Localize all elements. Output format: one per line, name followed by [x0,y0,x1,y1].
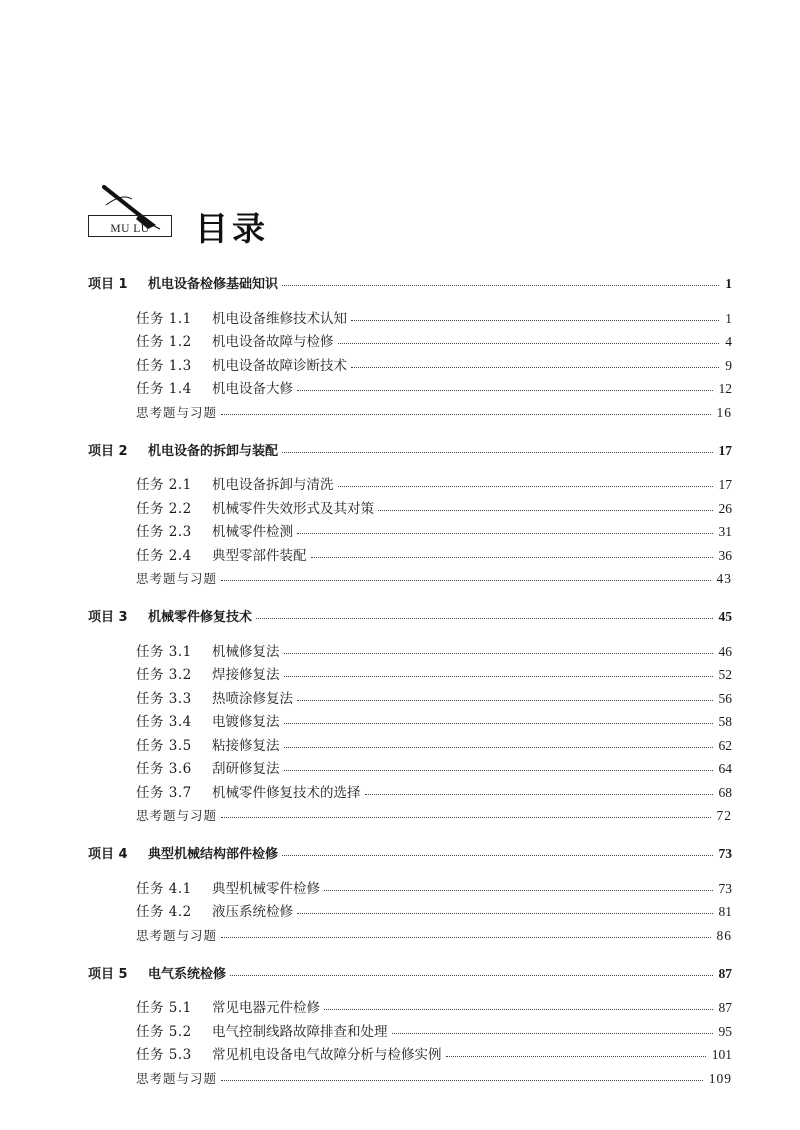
task-number: 任务 2.1 [136,477,192,493]
task-number: 任务 3.4 [136,714,192,730]
task-title: 机电设备拆卸与清洗 [212,477,334,493]
page-number: 64 [718,761,732,776]
page-number: 73 [718,846,732,861]
dot-leader [221,414,710,415]
page-number: 101 [711,1047,732,1062]
task-title: 机械零件失效形式及其对策 [212,500,374,517]
dot-leader [221,1080,703,1081]
task-number: 任务 4.1 [136,880,192,897]
dot-leader [297,533,713,534]
project-title: 电气系统检修 [148,966,227,982]
page-number: 45 [718,609,732,624]
project-number: 项目 5 [88,966,128,982]
task-entry[interactable] [88,517,732,541]
toc-section [88,599,732,836]
task-entry[interactable] [88,1040,732,1064]
dot-leader [284,747,713,748]
project-title: 机电设备检修基础知识 [148,277,279,292]
page-number: 87 [718,1000,732,1015]
project-entry[interactable] [88,956,732,982]
exercise-entry[interactable] [88,801,732,825]
exercise-title: 思考题与习题 [136,1070,218,1086]
dot-leader [297,700,713,701]
page-number: 62 [718,737,732,753]
project-number: 项目 2 [88,443,128,459]
dot-leader [297,390,713,391]
task-title: 机电设备大修 [212,381,293,397]
page-number: 17 [718,442,732,458]
page-number: 16 [716,404,732,420]
dot-leader [297,913,713,914]
page-number: 4 [725,334,732,349]
dot-leader [282,855,712,856]
task-entry[interactable] [88,493,732,517]
task-title: 机电设备故障诊断技术 [212,357,347,374]
dot-leader [282,452,712,453]
page-number: 31 [718,524,732,539]
dot-leader [392,1033,713,1034]
dot-leader [365,794,713,795]
toc-section [88,956,732,1087]
exercise-title: 思考题与习题 [136,808,218,823]
task-number: 任务 3.2 [136,667,192,683]
exercise-entry[interactable] [88,1063,732,1087]
task-number: 任务 2.4 [136,547,192,564]
project-entry[interactable] [88,836,732,862]
task-number: 任务 4.2 [136,904,192,920]
page-number: 9 [725,357,732,373]
page-number: 56 [718,690,732,706]
toc-section [88,836,732,956]
task-title: 电镀修复法 [212,714,280,730]
page-number: 26 [718,500,732,516]
task-entry[interactable] [88,470,732,494]
task-entry[interactable] [88,660,732,684]
task-number: 任务 3.1 [136,643,192,660]
page-number: 46 [718,643,732,659]
dot-leader [221,580,710,581]
project-title: 典型机械结构部件检修 [148,847,279,862]
task-title: 机械修复法 [212,643,280,660]
dot-leader [338,486,713,487]
exercise-title: 思考题与习题 [136,404,218,420]
project-entry[interactable] [88,433,732,459]
task-title: 粘接修复法 [212,737,280,754]
task-number: 任务 1.1 [136,310,192,327]
dot-leader [284,676,713,677]
task-entry[interactable] [88,303,732,327]
task-title: 电气控制线路故障排查和处理 [212,1023,388,1040]
page-number: 95 [718,1023,732,1039]
project-title: 机电设备的拆卸与装配 [148,443,279,459]
task-number: 任务 5.3 [136,1047,192,1063]
exercise-title: 思考题与习题 [136,571,218,586]
task-title: 机械零件检测 [212,524,293,540]
task-entry[interactable] [88,374,732,398]
task-entry[interactable] [88,683,732,707]
toc-section [88,266,732,433]
task-title: 焊接修复法 [212,667,280,683]
task-title: 机电设备故障与检修 [212,334,334,350]
task-entry[interactable] [88,1016,732,1040]
task-entry[interactable] [88,540,732,564]
page-number: 87 [718,965,732,981]
exercise-entry[interactable] [88,397,732,421]
task-entry[interactable] [88,636,732,660]
task-title: 液压系统检修 [212,904,293,920]
page-number: 81 [718,904,732,919]
dot-leader [221,817,710,818]
task-entry[interactable] [88,993,732,1017]
mulu-badge: MU LU [88,215,172,237]
task-number: 任务 3.6 [136,761,192,777]
project-number: 项目 4 [88,847,128,862]
page-number: 72 [716,808,732,823]
task-title: 刮研修复法 [212,761,280,777]
page-number: 12 [718,381,732,396]
task-number: 任务 3.7 [136,784,192,801]
task-entry[interactable] [88,707,732,731]
dot-leader [230,975,712,976]
dot-leader [338,343,720,344]
dot-leader [284,723,713,724]
dot-leader [284,770,713,771]
task-title: 常见机电设备电气故障分析与检修实例 [212,1047,442,1063]
page-number: 52 [718,667,732,682]
task-number: 任务 3.3 [136,690,192,707]
task-entry[interactable] [88,754,732,778]
task-number: 任务 5.2 [136,1023,192,1040]
page-number: 73 [718,880,732,896]
task-entry[interactable] [88,897,732,921]
page-number: 36 [718,547,732,563]
task-number: 任务 2.2 [136,500,192,517]
project-entry[interactable] [88,599,732,625]
dot-leader [446,1056,706,1057]
dot-leader [282,285,719,286]
page-number: 86 [716,927,732,943]
task-entry[interactable] [88,777,732,801]
dot-leader [284,653,713,654]
toc-header [88,185,388,255]
exercise-entry[interactable] [88,564,732,588]
task-number: 任务 2.3 [136,524,192,540]
task-entry[interactable] [88,327,732,351]
dot-leader [221,937,710,938]
project-title: 机械零件修复技术 [148,610,253,625]
task-title: 常见电器元件检修 [212,1000,320,1016]
page-number: 1 [725,276,732,291]
page-number: 109 [708,1070,732,1086]
dot-leader [324,1009,713,1010]
page-number: 43 [716,571,732,586]
page-number: 1 [725,310,732,326]
page-title: 目录 [195,209,269,248]
task-title: 热喷涂修复法 [212,690,293,707]
dot-leader [351,320,719,321]
task-number: 任务 5.1 [136,1000,192,1016]
page-number: 68 [718,784,732,800]
task-entry[interactable] [88,873,732,897]
project-number: 项目 3 [88,610,128,625]
dot-leader [256,618,712,619]
page-number: 58 [718,714,732,729]
dot-leader [378,510,713,511]
exercise-entry[interactable] [88,920,732,944]
task-entry[interactable] [88,730,732,754]
task-number: 任务 1.2 [136,334,192,350]
dot-leader [324,890,713,891]
task-entry[interactable] [88,350,732,374]
dot-leader [311,557,713,558]
dot-leader [351,367,719,368]
task-number: 任务 3.5 [136,737,192,754]
task-title: 机械零件修复技术的选择 [212,784,361,801]
task-number: 任务 1.4 [136,381,192,397]
task-title: 典型机械零件检修 [212,880,320,897]
task-number: 任务 1.3 [136,357,192,374]
page-number: 17 [718,477,732,492]
toc-section [88,433,732,600]
task-title: 机电设备维修技术认知 [212,310,347,327]
task-title: 典型零部件装配 [212,547,307,564]
project-number: 项目 1 [88,277,128,292]
exercise-title: 思考题与习题 [136,927,218,943]
table-of-contents [88,266,732,1087]
project-entry[interactable] [88,266,732,292]
